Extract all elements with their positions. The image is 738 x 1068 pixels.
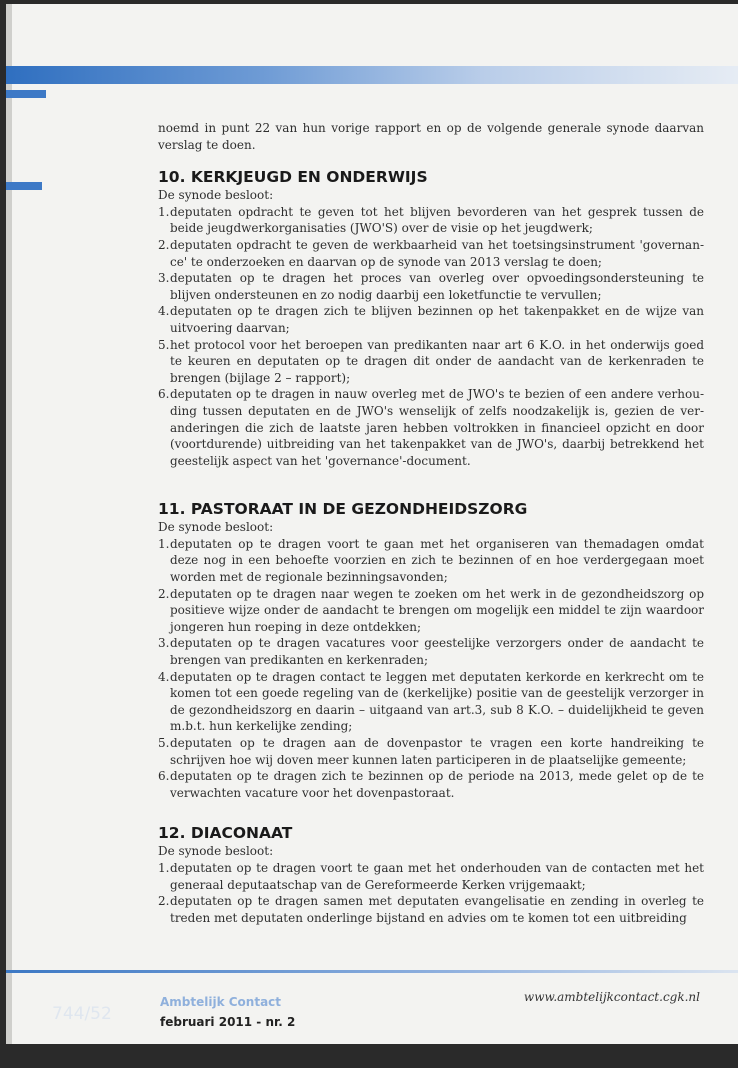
item-number: 6. [158, 387, 170, 402]
list-item [158, 635, 704, 668]
list-item [158, 735, 704, 768]
list-item [158, 536, 704, 586]
decision-list [158, 204, 704, 470]
item-text: deputaten opdracht te geven de werkbaarheid van het toetsingsinstrument 'governance' te onderzoeken en daarvan op de synode van 2013 verslag te doen; [170, 237, 704, 269]
item-text: het protocol voor het beroepen van predikanten naar art 6 K.O. in het onderwijs goed te keuren en deputaten op te dragen dit onder de aandacht van de kerkenraden te brengen (bijlage 2 – rapport); [170, 337, 704, 385]
item-number: 4. [158, 669, 170, 684]
item-text: deputaten op te dragen naar wegen te zoeken om het werk in de gezondheidszorg op positieve wijze onder de aandacht te brengen om mogelijk een middel te zijn waardoor jongeren hun roeping in deze ontdekken; [170, 586, 704, 634]
item-text: deputaten opdracht te geven tot het blijven bevorderen van het gesprek tussen de beide jeugdwerkorganisaties (JWO'S) over de visie op het jeugdwerk; [170, 204, 704, 236]
item-text: deputaten op te dragen zich te bezinnen op de periode na 2013, mede gelet op de te verwachten vacature voor het dovenpastoraat. [170, 769, 704, 800]
item-number: 5. [158, 337, 170, 352]
item-text: deputaten op te dragen contact te leggen met deputaten kerkorde en kerkrecht om te komen tot een goede regeling van de (kerkelijke) positie van de geestelijk verzorger in de gezondheidszorg en daarin – uitgaand van art.3, sub 8 K.O. – duidelijkheid te geven m.b.t. hun kerkelijke zending; [170, 669, 704, 734]
item-number: 2. [158, 894, 170, 909]
item-number: 2. [158, 586, 170, 601]
section-lead: De synode besloot: [158, 188, 274, 203]
list-item [158, 204, 704, 237]
section-diaconaat [158, 823, 704, 926]
footer-color-band [6, 970, 738, 973]
item-number: 1. [158, 860, 170, 875]
item-number: 1. [158, 204, 170, 219]
item-number: 4. [158, 304, 170, 319]
item-text: deputaten op te dragen zich te blijven bezinnen op het takenpakket en de wijze van uitvoering daarvan; [170, 304, 704, 335]
footer-publication [160, 992, 295, 1032]
magazine-title: Ambtelijk Contact [160, 995, 282, 1009]
decision-list [158, 536, 704, 802]
item-number: 2. [158, 237, 170, 252]
list-item [158, 768, 704, 801]
intro-paragraph: noemd in punt 22 van hun vorige rapport en op de volgende generale synode daarvan verslag te doen. [158, 121, 704, 152]
item-number: 3. [158, 636, 170, 651]
item-text: deputaten op te dragen aan de dovenpastor te vragen een korte handreiking te schrijven hoe wij doven meer kunnen laten participeren in de plaatselijke gemeente; [170, 736, 704, 767]
item-number: 3. [158, 271, 170, 286]
list-item [158, 860, 704, 893]
decision-list [158, 860, 704, 926]
document-page [6, 4, 738, 1044]
list-item [158, 586, 704, 636]
footer-url: www.ambtelijkcontact.cgk.nl [523, 990, 700, 1004]
section-pastoraat [158, 499, 704, 801]
item-number: 5. [158, 736, 170, 750]
list-item [158, 270, 704, 303]
page-edge [6, 4, 12, 1044]
list-item [158, 337, 704, 387]
section-lead: De synode besloot: [158, 520, 274, 535]
list-item [158, 386, 704, 469]
section-heading: 11. PASTORAAT IN DE GEZONDHEIDSZORG [158, 500, 528, 519]
section-heading: 10. KERKJEUGD EN ONDERWIJS [158, 168, 428, 187]
item-text: deputaten op te dragen het proces van overleg over opvoedingsondersteuning te blijven ondersteunen en zo nodig daarbij een loketfunctie te vervullen; [170, 271, 704, 302]
item-text: deputaten op te dragen voort te gaan met het organiseren van themadagen omdat deze nog in een behoefte voorzien en zich te bezinnen of en hoe verdergegaan moet worden met de regionale bezinningsavonden; [170, 536, 704, 585]
issue-info: februari 2011 - nr. 2 [160, 1015, 296, 1029]
margin-tab-marker [6, 182, 42, 190]
header-color-band [6, 66, 738, 84]
section-lead: De synode besloot: [158, 844, 274, 859]
item-text: deputaten op te dragen samen met deputaten evangelisatie en zending in overleg te treden met deputaten onderlinge bijstand en advies om te komen tot een uitbreiding [170, 894, 704, 925]
article-body [158, 120, 704, 926]
list-item [158, 303, 704, 336]
list-item [158, 669, 704, 735]
item-text: deputaten op te dragen vacatures voor geestelijke verzorgers onder de aandacht te brengen van predikanten en kerkenraden; [170, 636, 704, 668]
item-number: 6. [158, 769, 170, 784]
section-heading: 12. DIACONAAT [158, 824, 293, 843]
list-item [158, 893, 704, 926]
page-number: 744/52 [52, 1004, 112, 1024]
item-text: deputaten op te dragen voort te gaan met het onderhouden van de contacten met het generaal deputaatschap van de Gereformeerde Kerken vrijgemaakt; [170, 860, 704, 892]
margin-tab-marker [6, 90, 46, 98]
section-kerkjeugd [158, 167, 704, 469]
item-number: 1. [158, 536, 170, 551]
list-item [158, 237, 704, 270]
item-text: deputaten op te dragen in nauw overleg met de JWO's te bezien of een andere verhouding tussen deputaten en de JWO's wenselijk of zelfs noodzakelijk is, gezien de veranderingen die zich de laatste jaren hebben voltrokken in financieel opzicht en door (voortdurende) uitbreiding van het takenpakket van de JWO's, daarbij betrekkend het geestelijk aspect van het 'governance'-document. [170, 387, 704, 468]
